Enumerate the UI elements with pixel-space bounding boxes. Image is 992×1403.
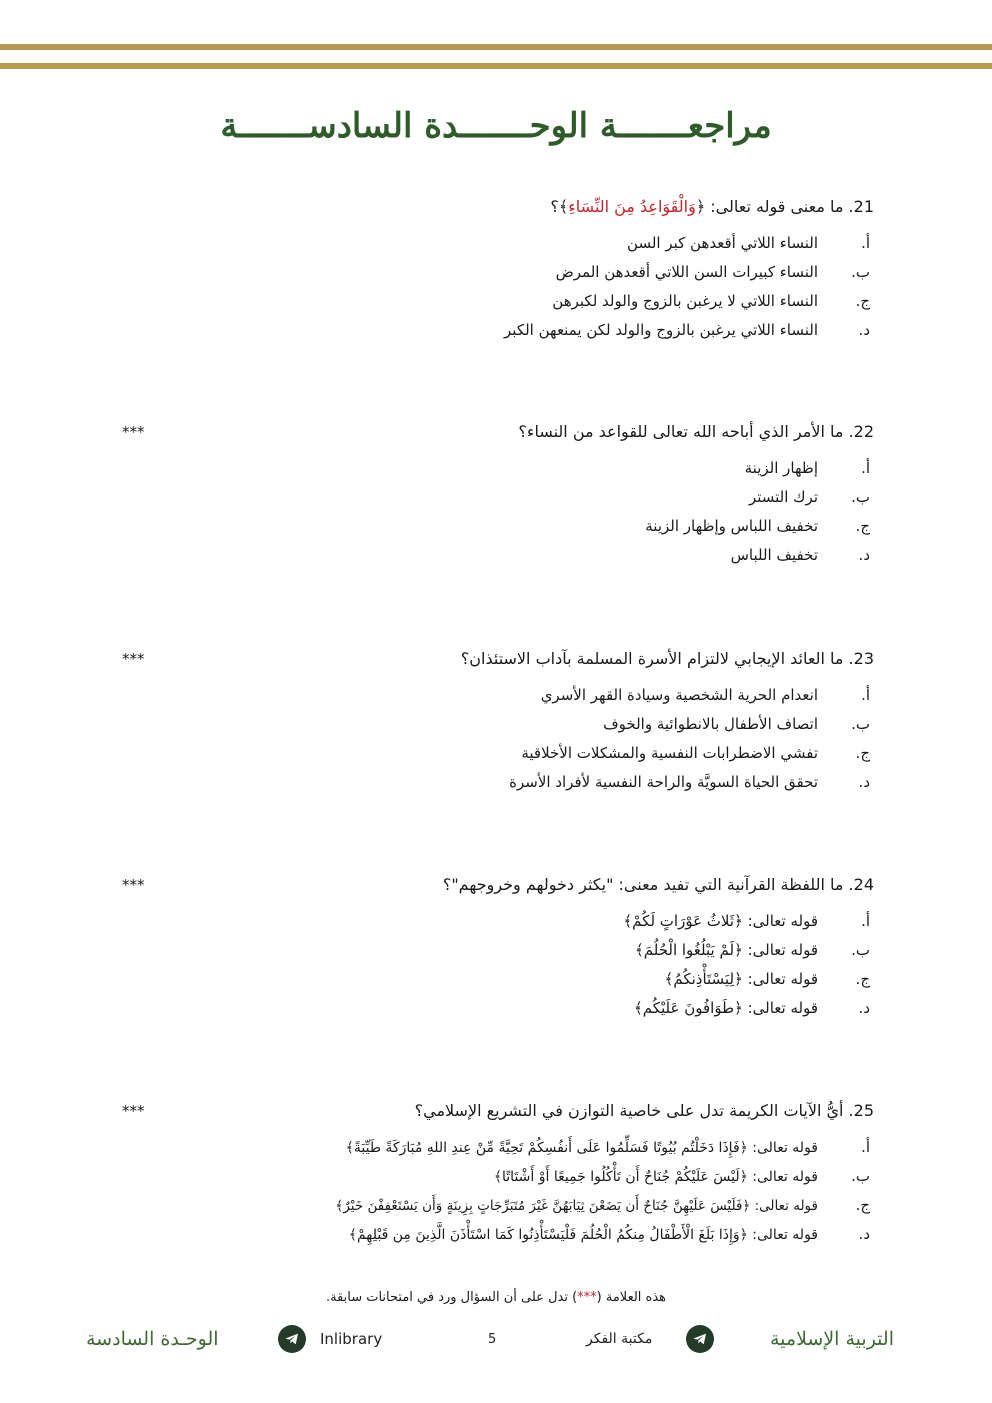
option-text: النساء اللاتي أقعدهن كبر السن — [627, 234, 818, 252]
option-c[interactable] — [110, 965, 874, 994]
option-d[interactable] — [110, 1220, 874, 1249]
question-header — [110, 1097, 874, 1125]
option-a[interactable] — [110, 1133, 874, 1162]
footer-subject-title: التربية الإسلامية — [769, 1328, 894, 1350]
options-list — [110, 1133, 874, 1249]
page-number: 5 — [488, 1331, 497, 1347]
option-text: قوله تعالى: ﴿ثَلاثُ عَوْرَاتٍ لَكُمْ﴾ — [623, 912, 818, 930]
option-letter: أ. — [861, 912, 870, 930]
telegram-icon — [278, 1325, 306, 1353]
option-c[interactable] — [110, 739, 874, 768]
footer-telegram-link-2[interactable] — [686, 1322, 714, 1356]
option-b[interactable] — [110, 258, 874, 287]
options-list — [110, 681, 874, 797]
options-list — [110, 907, 874, 1023]
footer-unit-title: الوحـدة السادسة — [86, 1328, 219, 1350]
question-text: أيُّ الآيات الكريمة تدل على خاصية التوازن في التشريع الإسلامي؟ — [414, 1101, 844, 1120]
question-header — [110, 645, 874, 673]
option-text: تخفيف اللباس — [730, 546, 818, 564]
exam-stars: *** — [122, 876, 145, 894]
option-c[interactable] — [110, 1191, 874, 1220]
page-footer — [0, 1322, 992, 1362]
option-text: قوله تعالى: ﴿لِيَسْتَأْذِنكُمُ﴾ — [664, 970, 818, 988]
option-letter: أ. — [861, 1138, 870, 1156]
option-letter: ب. — [851, 715, 870, 733]
question-text: ما الأمر الذي أباحه الله تعالى للقواعد من النساء؟ — [518, 422, 844, 441]
top-rule-2 — [0, 63, 992, 69]
option-letter: ج. — [855, 970, 870, 988]
question-number: 23. — [848, 649, 874, 668]
option-letter: ب. — [851, 488, 870, 506]
option-letter: د. — [858, 1225, 870, 1243]
question-number: 21. — [848, 197, 874, 216]
option-d[interactable] — [110, 768, 874, 797]
option-a[interactable] — [110, 454, 874, 483]
option-letter: أ. — [861, 234, 870, 252]
question-number: 22. — [848, 422, 874, 441]
option-b[interactable] — [110, 483, 874, 512]
option-text: اتصاف الأطفال بالانطوائية والخوف — [603, 715, 818, 733]
footnote — [0, 1290, 992, 1305]
option-letter: د. — [858, 773, 870, 791]
footnote-text-start: هذه العلامة ( — [596, 1290, 667, 1305]
option-text: قوله تعالى: ﴿فَإِذَا دَخَلْتُم بُيُوتًا فَسَلِّمُوا عَلَى أَنفُسِكُمْ تَحِيَّةً مِّنْ عِندِ اللهِ مُبَارَكَةً طَيِّبَةً﴾ — [345, 1140, 818, 1156]
top-rule-1 — [0, 44, 992, 50]
question-25 — [110, 1097, 874, 1249]
page-title: مراجعـــــــة الوحـــــــدة السادســـــــة — [220, 106, 772, 146]
option-text: تحقق الحياة السويَّة والراحة النفسية لأفراد الأسرة — [509, 773, 818, 791]
option-d[interactable] — [110, 541, 874, 570]
option-text: قوله تعالى: ﴿لَيْسَ عَلَيْكُمْ جُنَاحٌ أَن تَأْكُلُوا جَمِيعًا أَوْ أَشْتَاتًا﴾ — [493, 1169, 818, 1185]
footer-channel-name[interactable]: Inlibrary — [320, 1330, 383, 1348]
option-b[interactable] — [110, 936, 874, 965]
question-verse: وَالْقَوَاعِدُ مِنَ النِّسَاءِ — [568, 197, 696, 216]
option-text: إظهار الزينة — [744, 459, 818, 477]
question-text-end: ﴾؟ — [550, 197, 569, 216]
question-header — [110, 418, 874, 446]
option-letter: ب. — [851, 1167, 870, 1185]
telegram-icon — [686, 1325, 714, 1353]
option-b[interactable] — [110, 710, 874, 739]
option-text: تفشي الاضطرابات النفسية والمشكلات الأخلاقية — [521, 744, 818, 762]
option-text: النساء كبيرات السن اللاتي أقعدهن المرض — [555, 263, 818, 281]
option-text: النساء اللاتي يرغبن بالزوج والولد لكن يمنعهن الكبر — [504, 321, 818, 339]
question-number: 25. — [848, 1101, 874, 1120]
option-letter: أ. — [861, 686, 870, 704]
question-number: 24. — [848, 875, 874, 894]
footnote-text-end: ) تدل على أن السؤال ورد في امتحانات سابقة. — [325, 1290, 578, 1305]
option-letter: ج. — [855, 744, 870, 762]
option-text: انعدام الحرية الشخصية وسيادة القهر الأسري — [540, 686, 818, 704]
option-letter: ب. — [851, 263, 870, 281]
option-b[interactable] — [110, 1162, 874, 1191]
question-24 — [110, 871, 874, 1023]
footer-publisher-logo: مكتبة الفكر — [586, 1331, 653, 1347]
option-a[interactable] — [110, 681, 874, 710]
option-letter: ج. — [855, 292, 870, 310]
option-letter: د. — [858, 321, 870, 339]
option-c[interactable] — [110, 287, 874, 316]
footnote-stars: *** — [577, 1290, 597, 1305]
option-a[interactable] — [110, 907, 874, 936]
question-header — [110, 871, 874, 899]
option-text: تخفيف اللباس وإظهار الزينة — [645, 517, 818, 535]
option-letter: د. — [858, 999, 870, 1017]
option-text: قوله تعالى: ﴿وَإِذَا بَلَغَ الْأَطْفَالُ مِنكُمُ الْحُلُمَ فَلْيَسْتَأْذِنُوا كَمَا اسْتَأْذَنَ الَّذِينَ مِن قَبْلِهِمْ﴾ — [348, 1227, 818, 1243]
options-list — [110, 454, 874, 570]
option-letter: أ. — [861, 459, 870, 477]
option-c[interactable] — [110, 512, 874, 541]
option-letter: ب. — [851, 941, 870, 959]
footer-telegram-link-1[interactable] — [278, 1322, 306, 1356]
option-d[interactable] — [110, 316, 874, 345]
option-text: ترك التستر — [748, 488, 818, 506]
option-text: قوله تعالى: ﴿فَلَيْسَ عَلَيْهِنَّ جُنَاحٌ أَن يَضَعْنَ ثِيَابَهُنَّ غَيْرَ مُتَبَرِّجَاتٍ بِزِينَةٍ وَأَن يَسْتَعْفِفْنَ خَيْرٌ﴾ — [335, 1198, 818, 1214]
option-letter: ج. — [855, 1196, 870, 1214]
exam-stars: *** — [122, 1102, 145, 1120]
option-text: قوله تعالى: ﴿لَمْ يَبْلُغُوا الْحُلُمَ﴾ — [634, 941, 818, 959]
options-list — [110, 229, 874, 345]
question-text: ما معنى قوله تعالى: ﴿ — [695, 197, 844, 216]
option-a[interactable] — [110, 229, 874, 258]
question-text: ما العائد الإيجابي لالتزام الأسرة المسلمة بآداب الاستئذان؟ — [460, 649, 844, 668]
option-d[interactable] — [110, 994, 874, 1023]
question-22 — [110, 418, 874, 570]
option-letter: ج. — [855, 517, 870, 535]
option-text: قوله تعالى: ﴿طَوَافُونَ عَلَيْكُم﴾ — [633, 999, 818, 1017]
question-21 — [110, 193, 874, 345]
exam-stars: *** — [122, 650, 145, 668]
question-23 — [110, 645, 874, 797]
exam-stars: *** — [122, 423, 145, 441]
option-text: النساء اللاتي لا يرغبن بالزوج والولد لكبرهن — [552, 292, 818, 310]
option-letter: د. — [858, 546, 870, 564]
question-text: ما اللفظة القرآنية التي تفيد معنى: "يكثر دخولهم وخروجهم"؟ — [442, 875, 844, 894]
question-header — [110, 193, 874, 221]
